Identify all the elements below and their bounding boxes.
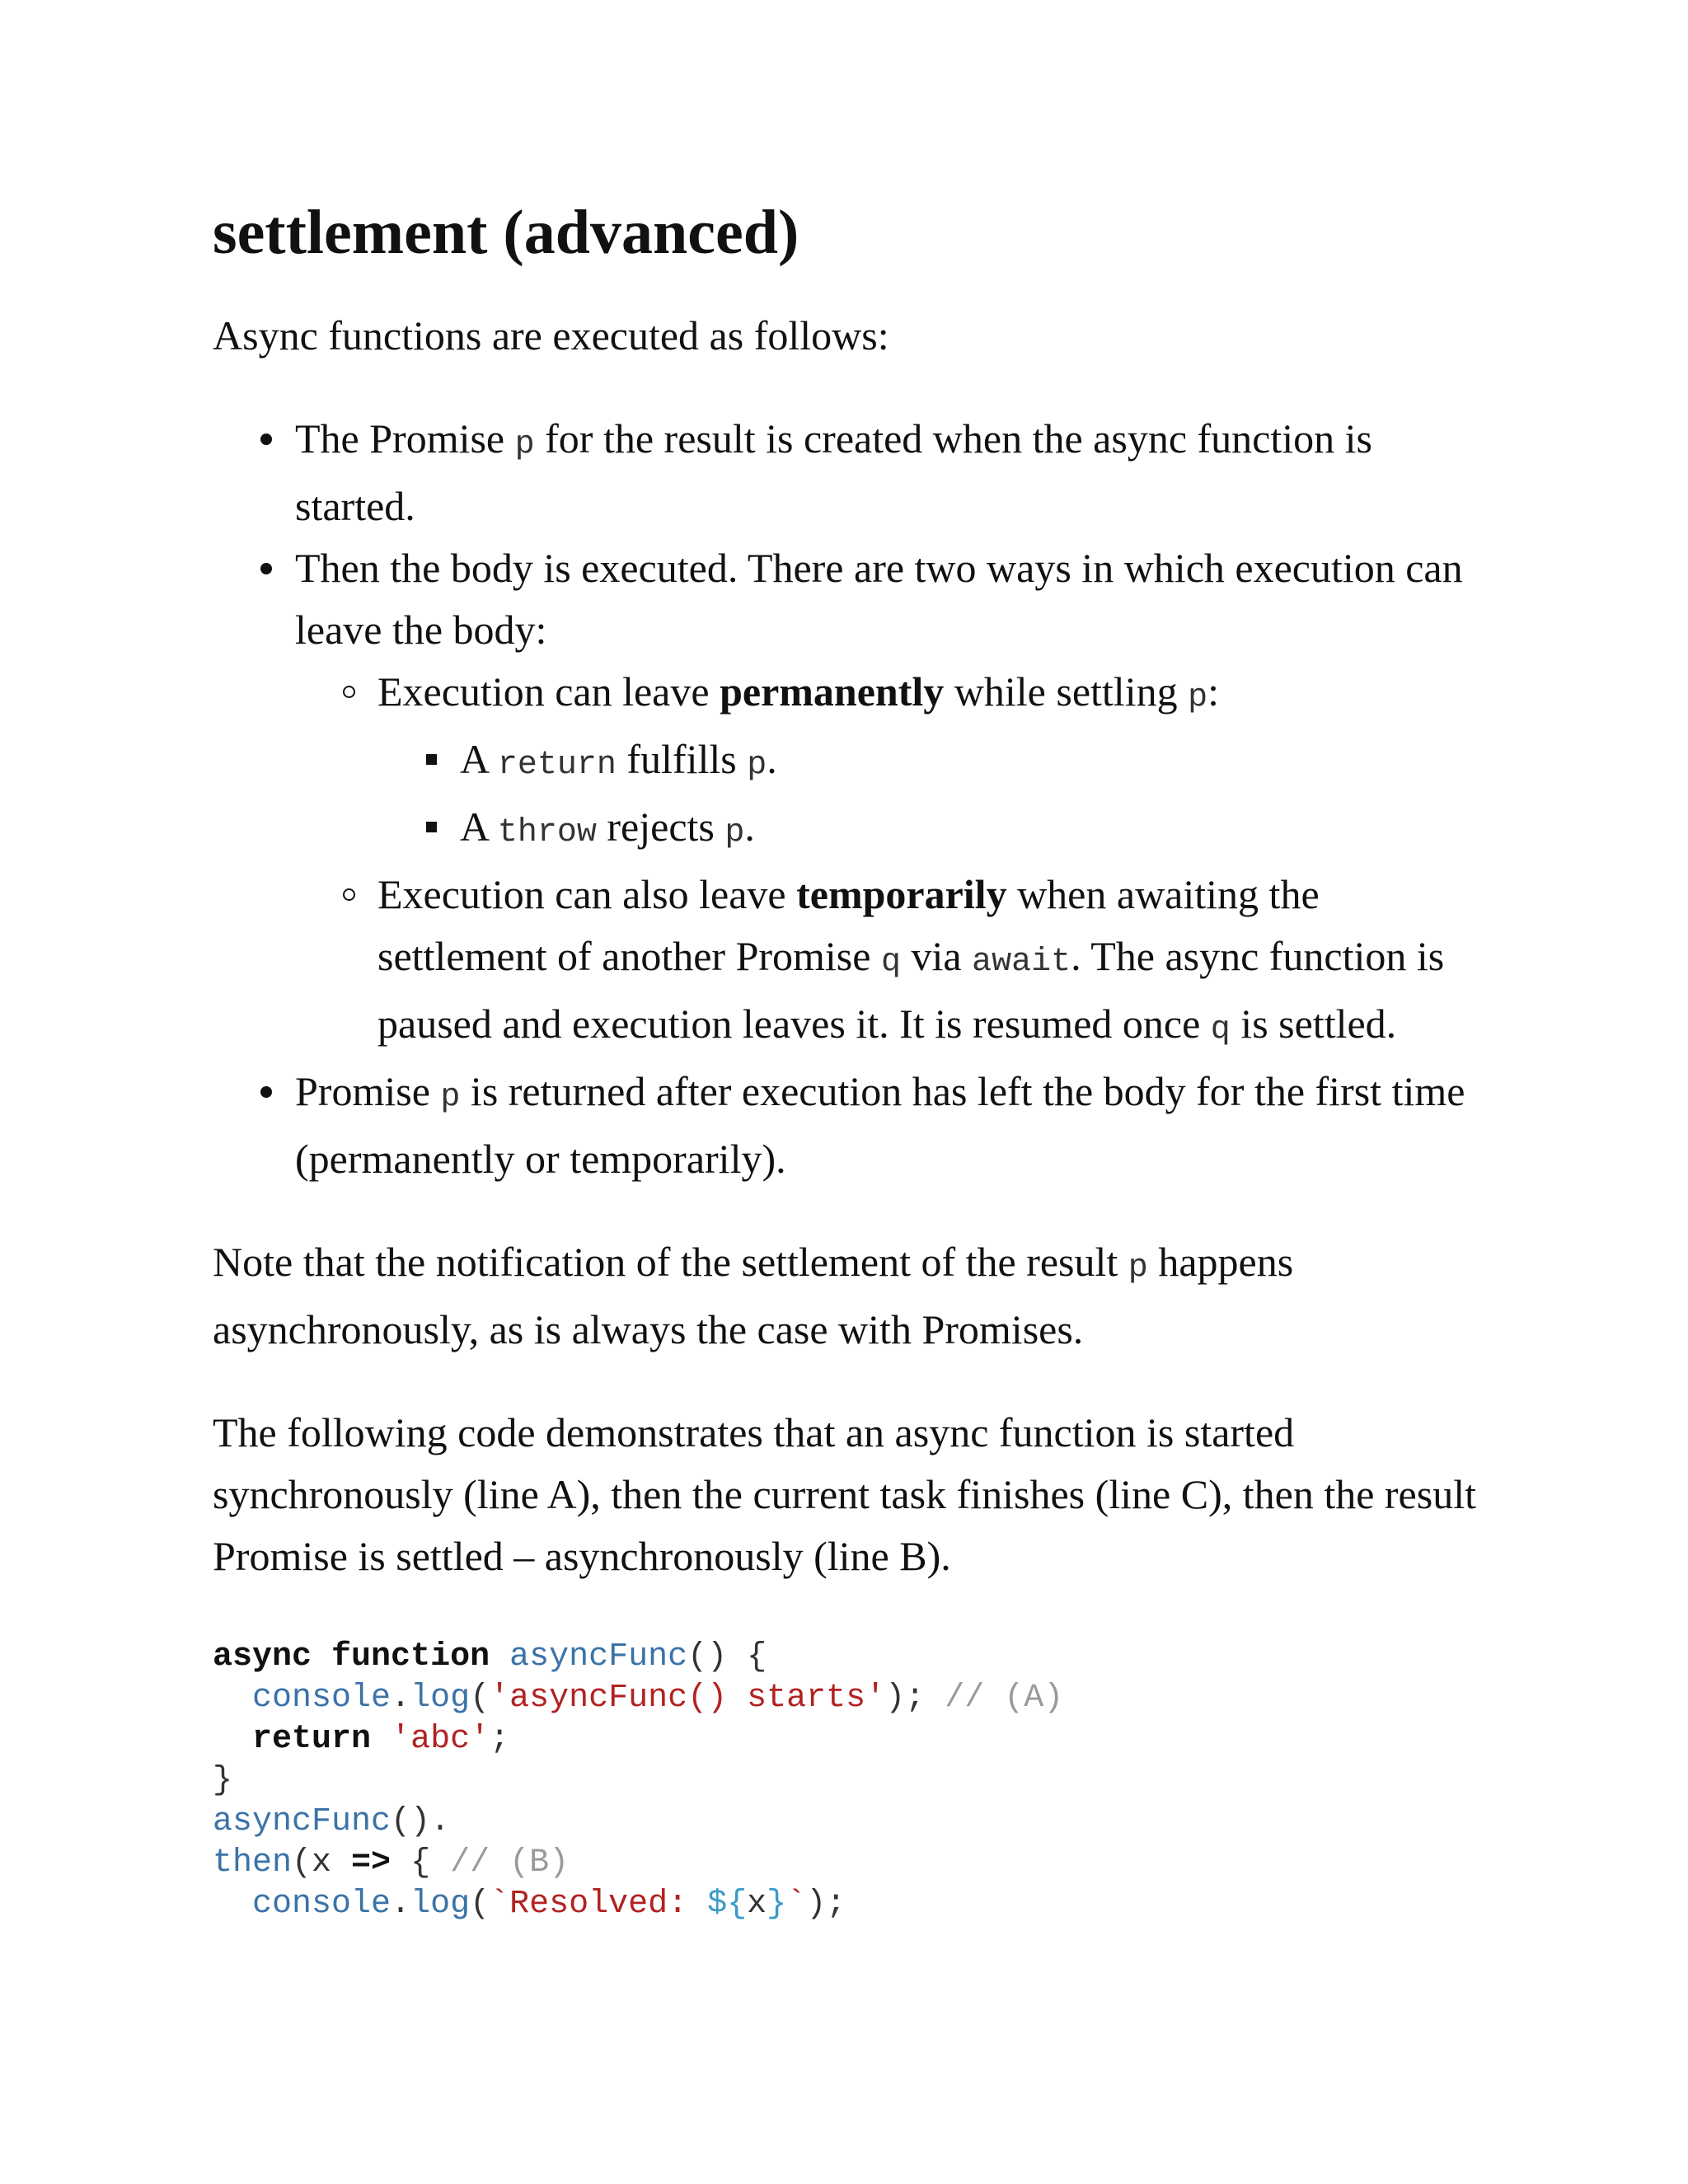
square-bullet-icon: [419, 796, 443, 858]
demo-paragraph: The following code demonstrates that an async function is started synchronously (line A), then the current task finishes (line C), then the result Promise is settled – asynchronously (line B).: [213, 1409, 1476, 1579]
inline-code: q: [880, 944, 901, 981]
inline-code: q: [1210, 1011, 1231, 1048]
inline-code: return: [497, 747, 617, 784]
code-line: asyncFunc().: [213, 1803, 451, 1840]
sub-list: [377, 661, 1498, 1061]
sub-sub-list: [460, 729, 1498, 864]
execution-steps-list: [295, 408, 1498, 1190]
code-line: return 'abc';: [252, 1721, 510, 1758]
inline-code: p: [724, 814, 745, 851]
code-line: console.log(`Resolved: ${x}`);: [252, 1886, 846, 1923]
code-line: async function asyncFunc() {: [213, 1638, 767, 1675]
disc-bullet-icon: [254, 537, 279, 599]
emphasis: temporarily: [796, 871, 1007, 917]
circle-bullet-icon: [336, 864, 361, 926]
list-item: Then the body is executed. There are two ways in which execution can leave the body: Execution can leave permanently while settling p: A return fulfills p. A throw rejects p. Execution can also leave temporarily when awaiting the settlement of another Promise q via await. The async function is paused and execution leaves it. It is resumed once q is settled.: [295, 537, 1498, 1061]
code-line: }: [213, 1762, 233, 1799]
inline-code: p: [514, 426, 535, 463]
document-page: [213, 190, 1498, 1925]
code-block: [213, 1637, 1498, 1925]
disc-bullet-icon: [254, 408, 279, 470]
section-heading: settlement (advanced): [213, 198, 799, 267]
list-item: A throw rejects p.: [460, 796, 1498, 864]
code-line: then(x => { // (B): [213, 1844, 570, 1882]
square-bullet-icon: [419, 729, 443, 790]
list-item: A return fulfills p.: [460, 729, 1498, 796]
inline-code: throw: [497, 814, 597, 851]
inline-code: p: [1188, 679, 1208, 716]
emphasis: permanently: [720, 668, 945, 715]
list-item: Promise p is returned after execution has left the body for the first time (permanently or temporarily).: [295, 1061, 1498, 1190]
inline-code: await: [972, 944, 1071, 981]
list-item: The Promise p for the result is created when the async function is started.: [295, 408, 1498, 537]
inline-code: p: [747, 747, 767, 784]
circle-bullet-icon: [336, 661, 361, 723]
list-item: Execution can also leave temporarily when awaiting the settlement of another Promise q via await. The async function is paused and execution leaves it. It is resumed once q is settled.: [377, 864, 1498, 1061]
note-paragraph: Note that the notification of the settlement of the result p happens asynchronously, as is always the case with Promises.: [213, 1239, 1294, 1352]
inline-code: p: [1128, 1249, 1148, 1286]
intro-paragraph: Async functions are executed as follows:: [213, 312, 889, 359]
code-line: console.log('asyncFunc() starts'); // (A): [252, 1680, 1064, 1717]
list-item: Execution can leave permanently while settling p: A return fulfills p. A throw rejects p.: [377, 661, 1498, 864]
inline-code: p: [440, 1079, 461, 1116]
disc-bullet-icon: [254, 1061, 279, 1122]
